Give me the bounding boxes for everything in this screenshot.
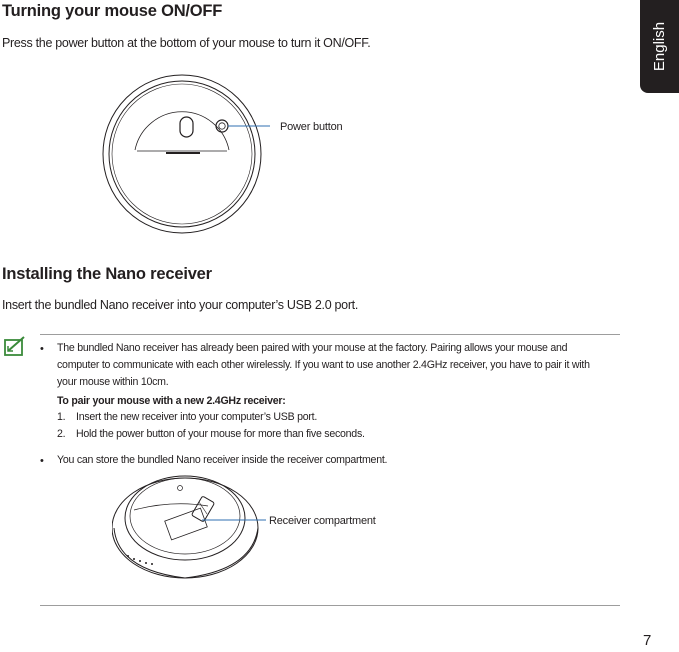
page-number: 7 <box>643 632 652 649</box>
note-bottom-rule <box>40 605 620 606</box>
mouse-bottom-illustration <box>100 70 270 240</box>
step-text: Hold the power button of your mouse for more than five seconds. <box>76 428 365 440</box>
pair-heading: To pair your mouse with a new 2.4GHz receiver: <box>57 395 286 407</box>
callout-receiver-compartment: Receiver compartment <box>269 515 376 527</box>
language-tab <box>640 0 679 93</box>
section-title-power: Turning your mouse ON/OFF <box>2 2 223 20</box>
receiver-compartment-illustration <box>112 470 277 590</box>
note-line: computer to communicate with each other wirelessly. If you want to use another 2.4GHz receiver, you have to pair it with <box>57 359 590 371</box>
step-text: Insert the new receiver into your computer’s USB port. <box>76 411 318 423</box>
callout-power-button: Power button <box>280 121 343 133</box>
step-number: 1. <box>57 411 66 423</box>
bullet-dot: • <box>40 343 44 355</box>
note-bullet-pairing <box>57 340 627 391</box>
bullet-dot: • <box>40 455 44 467</box>
note-line: your mouse within 10cm. <box>57 376 169 388</box>
note-bullet-storage: You can store the bundled Nano receiver inside the receiver compartment. <box>57 454 388 466</box>
note-line: The bundled Nano receiver has already been paired with your mouse at the factory. Pairing allows your mouse and <box>57 342 568 354</box>
section-title-receiver: Installing the Nano receiver <box>2 265 212 283</box>
section-body-receiver: Insert the bundled Nano receiver into your computer’s USB 2.0 port. <box>2 298 359 312</box>
note-top-rule <box>40 334 620 335</box>
language-tab-label: English <box>651 21 668 72</box>
section-body-power: Press the power button at the bottom of your mouse to turn it ON/OFF. <box>2 36 371 50</box>
step-number: 2. <box>57 428 66 440</box>
note-pencil-icon <box>2 334 28 360</box>
